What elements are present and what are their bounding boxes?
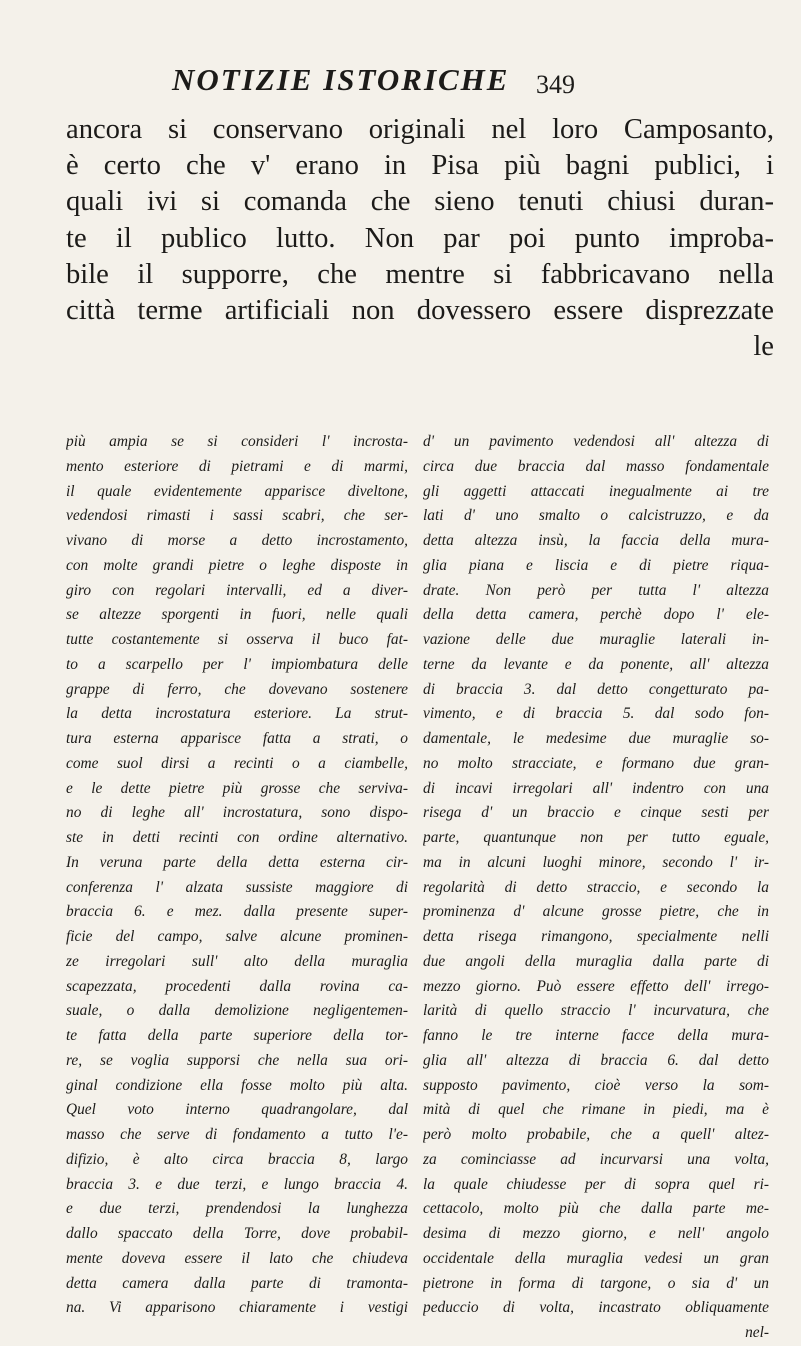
right-column-line: vazione delle due muraglie laterali in- xyxy=(423,631,769,648)
left-column-line: dallo spaccato della Torre, dove probabil- xyxy=(66,1225,408,1242)
left-column-line: se altezze sporgenti in fuori, nelle quali xyxy=(66,606,408,624)
left-column-line: scapezzata, procedenti dalla rovina ca- xyxy=(66,977,408,995)
right-column-line: supposto pavimento, cioè verso la som- xyxy=(423,1076,769,1094)
right-column-line: regolarità di detto straccio, e secondo la xyxy=(423,878,769,896)
left-column-line: mente doveva essere il lato che chiudeva xyxy=(66,1249,408,1267)
text-line: quali ivi si comanda che sieno tenuti chiusi duran- xyxy=(66,186,774,218)
left-column-line: braccia 3. e due terzi, e lungo braccia 4. xyxy=(66,1175,408,1193)
left-column-line: come suol dirsi a recinti o a ciambelle, xyxy=(66,754,408,772)
left-column xyxy=(66,430,408,1321)
left-column-line: ficie del campo, salve alcune prominen- xyxy=(66,928,408,945)
right-column-line: nel- xyxy=(745,1324,769,1341)
right-column-line: occidentale della muraglia vedesi un gran xyxy=(423,1249,769,1267)
left-column-line: difizio, è alto circa braccia 8, largo xyxy=(66,1150,408,1168)
left-column-line: braccia 6. e mez. dalla presente super- xyxy=(66,903,408,921)
left-column-line: la detta incrostatura esteriore. La strut- xyxy=(66,705,408,723)
right-column-line: risega d' un braccio e cinque sesti per xyxy=(423,804,769,822)
right-column-line: pietrone in forma di targone, o sia d' un xyxy=(423,1274,769,1292)
right-column-line: parte, quantunque non per tutto eguale, xyxy=(423,829,769,846)
right-column-line: glia all' altezza di braccia 6. dal detto xyxy=(423,1051,769,1069)
right-column-line: damentale, le medesime due muraglie so- xyxy=(423,730,769,747)
right-column-line: detta altezza insù, la faccia della mura- xyxy=(423,532,769,549)
right-column-line: circa due braccia dal masso fondamentale xyxy=(423,457,769,475)
left-column-line: ste in detti recinti con ordine alternativo. xyxy=(66,829,408,846)
right-column-line: d' un pavimento vedendosi all' altezza di xyxy=(423,433,769,450)
text-line: ancora si conservano originali nel loro Camposanto, xyxy=(66,114,774,145)
right-column-line: di braccia 3. dal detto congetturato pa- xyxy=(423,680,769,698)
right-column-line: di incavi irregolari all' indentro con una xyxy=(423,779,769,797)
right-column-line: vimento, e di braccia 5. dal sodo fon- xyxy=(423,705,769,723)
left-column-line: detta camera dalla parte di tramonta- xyxy=(66,1274,408,1292)
right-column-line: della detta camera, perchè dopo l' ele- xyxy=(423,606,769,624)
running-title: NOTIZIE ISTORICHE xyxy=(172,62,510,97)
right-column-line: za cominciasse ad incurvarsi una volta, xyxy=(423,1150,769,1168)
right-column-line: ma in alcuni luoghi minore, secondo l' ir- xyxy=(423,853,769,871)
left-column-line: masso che serve di fondamento a tutto l'e- xyxy=(66,1126,408,1143)
right-column-line: fanno le tre interne facce della mura- xyxy=(423,1027,769,1044)
left-column-line: In veruna parte della detta esterna cir- xyxy=(66,853,408,871)
right-column-line: larità di quello straccio l' incurvatura, che xyxy=(423,1002,769,1020)
left-column-line: re, se voglia supporsi che nella sua ori- xyxy=(66,1051,408,1069)
left-column-line: e due terzi, prendendosi la lunghezza xyxy=(66,1200,408,1218)
right-column-line: due angoli della muraglia dalla parte di xyxy=(423,952,769,970)
left-column-line: ze irregolari sull' alto della muraglia xyxy=(66,952,408,970)
left-column-line: più ampia se si consideri l' incrosta- xyxy=(66,433,408,450)
right-column-line: la quale chiudesse per di sopra quel ri- xyxy=(423,1175,769,1193)
right-column-line: desima di mezzo giorno, e nell' angolo xyxy=(423,1225,769,1242)
left-column-line: vivano di morse a detto incrostamento, xyxy=(66,532,408,549)
right-column-line: gli aggetti attaccati inegualmente ai tre xyxy=(423,482,769,500)
right-column-line: cettacolo, molto più che dalla parte me- xyxy=(423,1200,769,1218)
left-column-line: vedendosi rimasti i sassi scabri, che ser- xyxy=(66,507,408,525)
left-column-line: na. Vi apparisono chiaramente i vestigi xyxy=(66,1299,408,1317)
right-column xyxy=(423,430,769,1346)
left-column-line: suale, o dalla demolizione negligentemen- xyxy=(66,1002,408,1020)
right-column-line: mità di quel che rimane in piedi, ma è xyxy=(423,1101,769,1119)
page-header xyxy=(0,62,801,102)
left-column-line: ginal condizione ella fosse molto più alta. xyxy=(66,1076,408,1094)
left-column-line: tutte costantemente si osserva il buco fat- xyxy=(66,631,408,648)
left-column-line: Quel voto interno quadrangolare, dal xyxy=(66,1101,408,1119)
left-column-line: no di leghe all' incrostatura, sono dispo- xyxy=(66,804,408,822)
left-column-line: conferenza l' alzata sussiste maggiore di xyxy=(66,878,408,896)
right-column-line: lati d' uno smalto o calcistruzzo, e da xyxy=(423,507,769,525)
left-column-line: grappe di ferro, che dovevano sostenere xyxy=(66,680,408,698)
right-column-line: mezzo giorno. Può essere effetto dell' irrego- xyxy=(423,977,769,995)
page-number: 349 xyxy=(536,70,575,99)
left-column-line: il quale evidentemente apparisce diveltone, xyxy=(66,482,408,500)
left-column-line: e le dette pietre più grosse che serviva- xyxy=(66,779,408,797)
text-line: bile il supporre, che mentre si fabbricavano nella xyxy=(66,258,774,290)
right-column-line: drate. Non però per tutta l' altezza xyxy=(423,581,769,599)
left-column-line: to a scarpello per l' impiombatura delle xyxy=(66,655,408,673)
text-line: le xyxy=(753,331,774,363)
right-column-line: terne da levante e da ponente, all' altezza xyxy=(423,655,769,673)
left-column-line: giro con regolari intervalli, ed a diver- xyxy=(66,581,408,599)
left-column-line: con molte grandi pietre o leghe disposte in xyxy=(66,556,408,574)
right-column-line: peduccio di volta, incastrato obliquamente xyxy=(423,1299,769,1317)
right-column-line: detta risega rimangono, specialmente nelli xyxy=(423,928,769,945)
left-column-line: tura esterna apparisce fatta a strati, o xyxy=(66,730,408,747)
right-column-line: glia piana e liscia e di pietre riqua- xyxy=(423,556,769,574)
left-column-line: mento esteriore di pietrami e di marmi, xyxy=(66,457,408,475)
left-column-line: te fatta della parte superiore della tor- xyxy=(66,1027,408,1044)
right-column-line: no molto stracciate, e formano due gran- xyxy=(423,754,769,772)
right-column-line: prominenza d' alcune grosse pietre, che in xyxy=(423,903,769,921)
text-line: è certo che v' erano in Pisa più bagni publici, i xyxy=(66,150,774,182)
text-line: te il publico lutto. Non par poi punto improba- xyxy=(66,222,774,254)
text-line: città terme artificiali non dovessero essere disprezzate xyxy=(66,295,774,327)
right-column-line: però molto probabile, che a quell' altez- xyxy=(423,1126,769,1143)
main-text-block xyxy=(66,112,774,365)
